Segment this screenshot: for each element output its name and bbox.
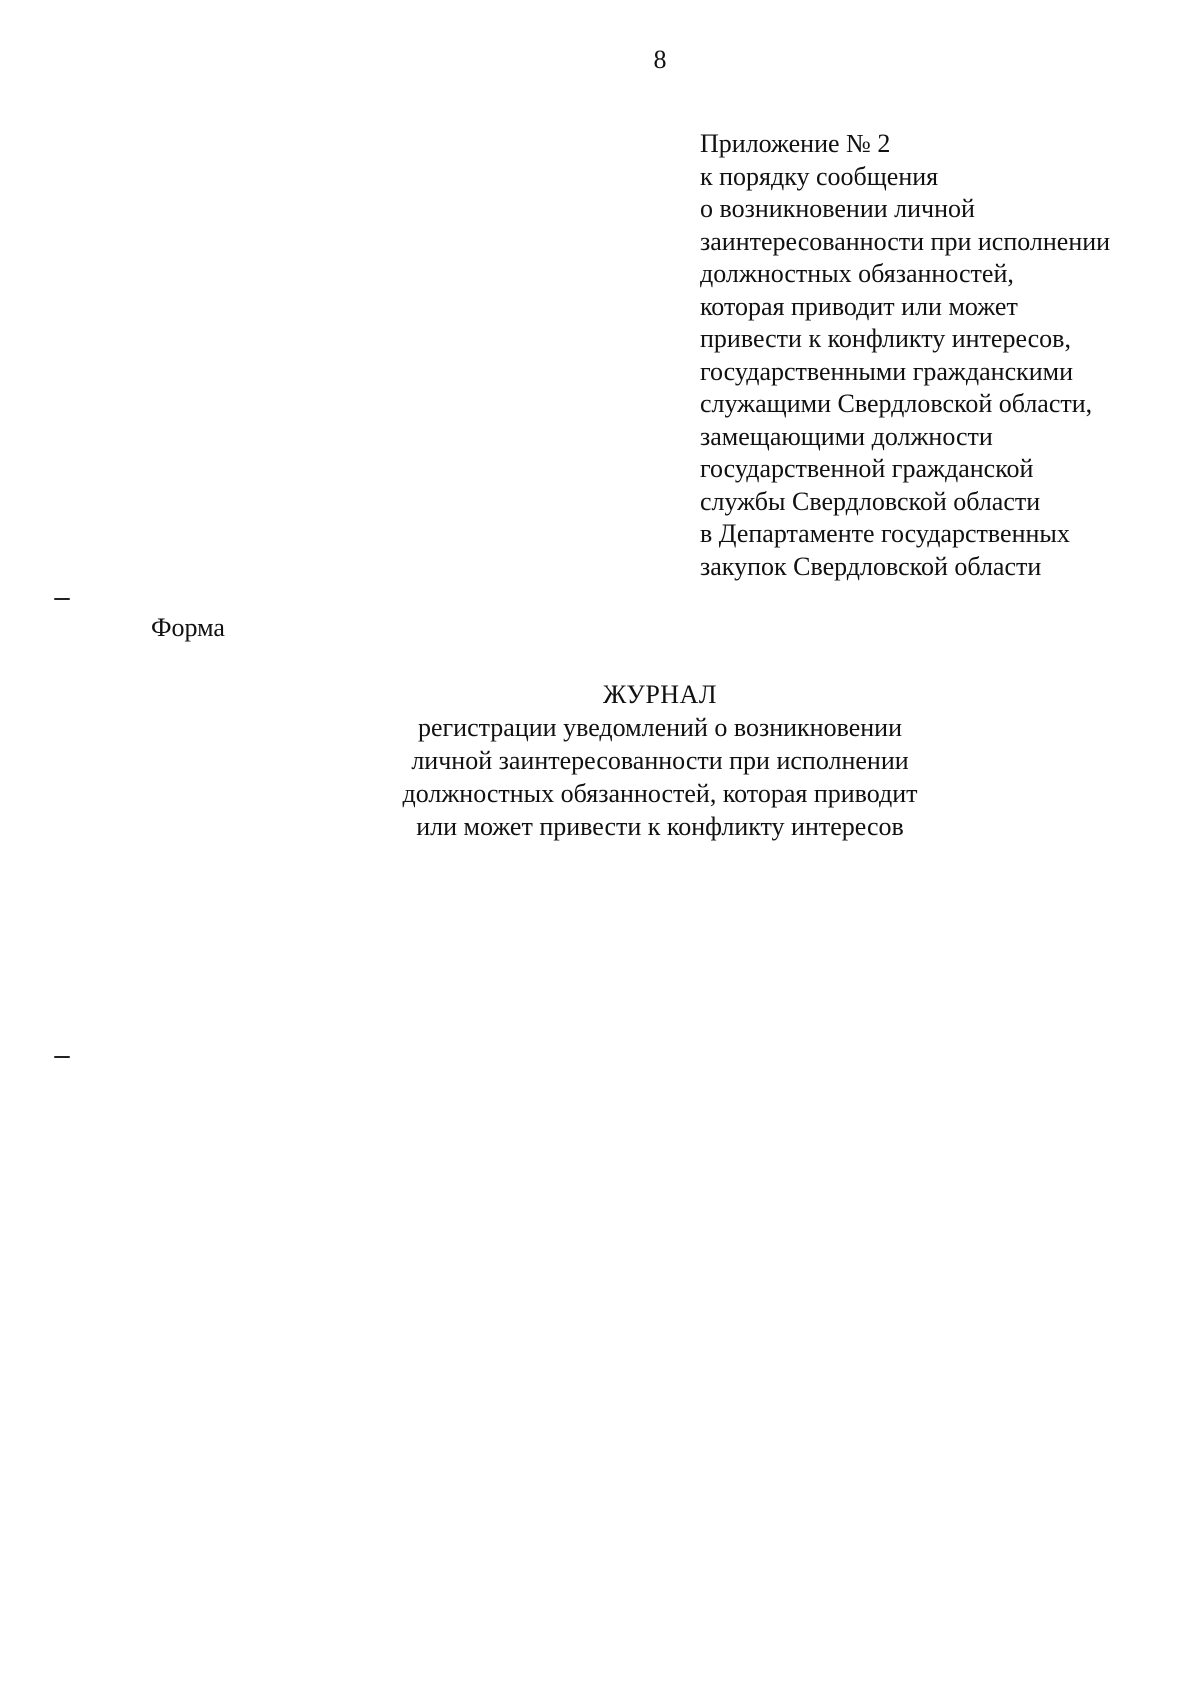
appendix-line: государственными гражданскими bbox=[700, 356, 1074, 386]
appendix-line: замещающими должности bbox=[700, 421, 993, 451]
journal-title: ЖУРНАЛ bbox=[603, 680, 717, 709]
page-number: 8 bbox=[653, 45, 667, 74]
appendix-line: в Департаменте государственных bbox=[700, 519, 1070, 548]
appendix-line: о возникновении личной bbox=[700, 194, 975, 223]
journal-heading bbox=[60, 678, 1200, 843]
appendix-line: к порядку сообщения bbox=[700, 161, 939, 191]
journal-subtitle-line: регистрации уведомлений о возникновении bbox=[417, 713, 903, 742]
form-label: Форма bbox=[151, 613, 225, 642]
scan-mark bbox=[54, 1056, 70, 1058]
appendix-line: служащими Свердловской области, bbox=[700, 389, 1093, 418]
appendix-line: закупок Свердловской области bbox=[700, 551, 1042, 581]
appendix-line: заинтересованности при исполнении bbox=[700, 226, 1111, 256]
appendix-line: государственной гражданской bbox=[700, 454, 1034, 483]
journal-subtitle-line: должностных обязанностей, которая приводит bbox=[402, 779, 918, 808]
appendix-header bbox=[700, 128, 1180, 583]
appendix-line: Приложение № 2 bbox=[700, 129, 891, 158]
journal-subtitle-line: или может привести к конфликту интересов bbox=[416, 812, 904, 841]
appendix-line: привести к конфликту интересов, bbox=[700, 324, 1071, 353]
scan-mark bbox=[54, 598, 70, 600]
appendix-line: службы Свердловской области bbox=[700, 486, 1041, 516]
appendix-line: которая приводит или может bbox=[700, 291, 1018, 321]
appendix-line: должностных обязанностей, bbox=[700, 259, 1014, 288]
journal-subtitle-line: личной заинтересованности при исполнении bbox=[411, 746, 909, 775]
